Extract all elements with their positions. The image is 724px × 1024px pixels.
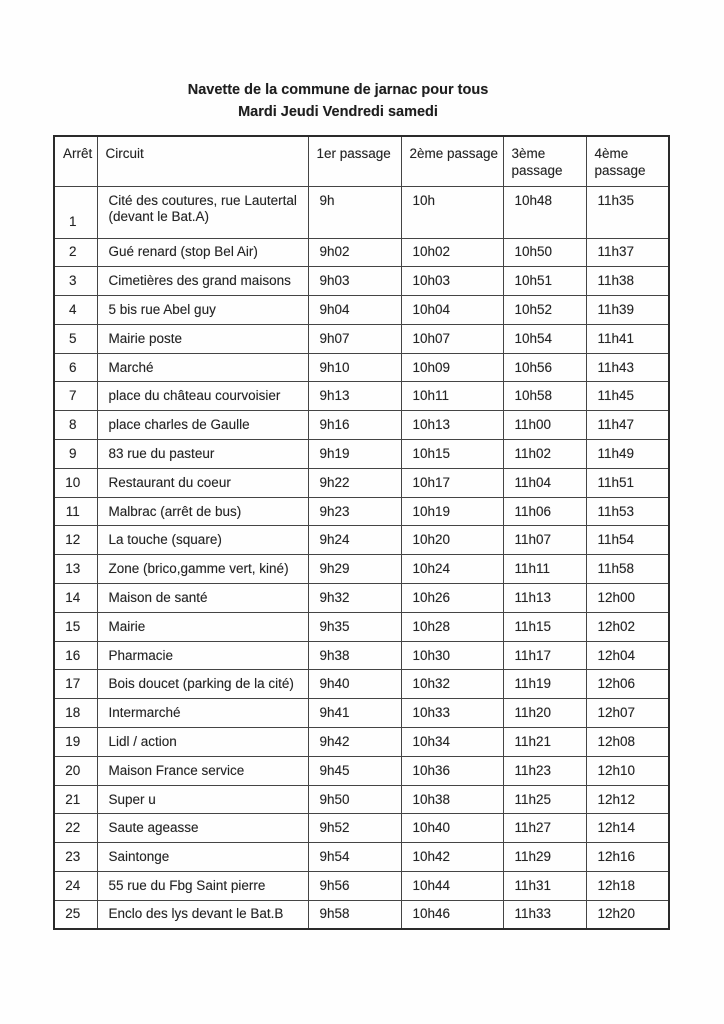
cell-passage-4: 11h38 <box>586 267 669 296</box>
cell-passage-2: 10h20 <box>401 526 503 555</box>
cell-passage-3: 11h06 <box>503 497 586 526</box>
table-row <box>54 641 669 670</box>
cell-passage-1: 9h42 <box>308 728 401 757</box>
cell-arret: 18 <box>54 699 97 728</box>
table-row <box>54 186 669 238</box>
cell-passage-4: 11h41 <box>586 324 669 353</box>
cell-passage-4: 12h10 <box>586 756 669 785</box>
cell-passage-3: 11h20 <box>503 699 586 728</box>
cell-passage-2: 10h <box>401 186 503 238</box>
cell-passage-2: 10h46 <box>401 900 503 929</box>
cell-passage-3: 11h29 <box>503 843 586 872</box>
column-header-circuit: Circuit <box>97 136 308 186</box>
cell-passage-3: 10h52 <box>503 296 586 325</box>
cell-passage-4: 11h58 <box>586 555 669 584</box>
cell-arret: 4 <box>54 296 97 325</box>
cell-circuit: place charles de Gaulle <box>97 411 308 440</box>
cell-passage-2: 10h15 <box>401 440 503 469</box>
cell-passage-2: 10h09 <box>401 353 503 382</box>
shuttle-timetable <box>53 135 670 930</box>
cell-passage-3: 10h56 <box>503 353 586 382</box>
cell-passage-4: 12h04 <box>586 641 669 670</box>
cell-passage-4: 11h39 <box>586 296 669 325</box>
cell-passage-1: 9h19 <box>308 440 401 469</box>
table-row <box>54 382 669 411</box>
cell-passage-3: 11h21 <box>503 728 586 757</box>
cell-circuit: Malbrac (arrêt de bus) <box>97 497 308 526</box>
cell-passage-1: 9h32 <box>308 584 401 613</box>
header-row <box>54 136 669 186</box>
cell-circuit: Lidl / action <box>97 728 308 757</box>
cell-passage-2: 10h04 <box>401 296 503 325</box>
table-row <box>54 238 669 267</box>
cell-passage-2: 10h13 <box>401 411 503 440</box>
cell-passage-4: 12h00 <box>586 584 669 613</box>
cell-passage-4: 12h07 <box>586 699 669 728</box>
cell-passage-4: 12h12 <box>586 785 669 814</box>
column-header-arret: Arrêt <box>54 136 97 186</box>
cell-passage-2: 10h26 <box>401 584 503 613</box>
cell-passage-2: 10h33 <box>401 699 503 728</box>
cell-passage-3: 11h33 <box>503 900 586 929</box>
cell-passage-1: 9h07 <box>308 324 401 353</box>
cell-passage-2: 10h40 <box>401 814 503 843</box>
cell-passage-1: 9h45 <box>308 756 401 785</box>
cell-passage-3: 11h07 <box>503 526 586 555</box>
cell-circuit: Marché <box>97 353 308 382</box>
cell-arret: 12 <box>54 526 97 555</box>
cell-passage-4: 12h02 <box>586 612 669 641</box>
cell-circuit: Zone (brico,gamme vert, kiné) <box>97 555 308 584</box>
cell-passage-4: 12h18 <box>586 872 669 901</box>
cell-passage-2: 10h24 <box>401 555 503 584</box>
cell-passage-4: 11h53 <box>586 497 669 526</box>
cell-passage-1: 9h54 <box>308 843 401 872</box>
cell-passage-2: 10h42 <box>401 843 503 872</box>
cell-passage-4: 11h43 <box>586 353 669 382</box>
column-header-passage-1: 1er passage <box>308 136 401 186</box>
cell-passage-2: 10h44 <box>401 872 503 901</box>
cell-passage-2: 10h07 <box>401 324 503 353</box>
cell-passage-2: 10h19 <box>401 497 503 526</box>
cell-arret: 16 <box>54 641 97 670</box>
cell-passage-1: 9h35 <box>308 612 401 641</box>
table-row <box>54 785 669 814</box>
cell-passage-3: 11h13 <box>503 584 586 613</box>
cell-passage-1: 9h <box>308 186 401 238</box>
cell-passage-1: 9h50 <box>308 785 401 814</box>
cell-passage-3: 11h15 <box>503 612 586 641</box>
cell-arret: 1 <box>54 186 97 238</box>
cell-passage-2: 10h38 <box>401 785 503 814</box>
cell-passage-2: 10h28 <box>401 612 503 641</box>
cell-passage-2: 10h30 <box>401 641 503 670</box>
cell-arret: 15 <box>54 612 97 641</box>
cell-passage-1: 9h16 <box>308 411 401 440</box>
table-row <box>54 728 669 757</box>
cell-passage-1: 9h04 <box>308 296 401 325</box>
table-row <box>54 267 669 296</box>
cell-passage-1: 9h02 <box>308 238 401 267</box>
cell-arret: 13 <box>54 555 97 584</box>
cell-circuit: Enclo des lys devant le Bat.B <box>97 900 308 929</box>
cell-arret: 20 <box>54 756 97 785</box>
cell-passage-1: 9h40 <box>308 670 401 699</box>
cell-circuit: Maison France service <box>97 756 308 785</box>
table-row <box>54 814 669 843</box>
cell-passage-4: 11h49 <box>586 440 669 469</box>
cell-passage-3: 11h25 <box>503 785 586 814</box>
cell-passage-4: 11h37 <box>586 238 669 267</box>
cell-passage-3: 11h00 <box>503 411 586 440</box>
cell-passage-3: 10h50 <box>503 238 586 267</box>
table-row <box>54 296 669 325</box>
cell-passage-3: 11h31 <box>503 872 586 901</box>
cell-arret: 3 <box>54 267 97 296</box>
cell-arret: 17 <box>54 670 97 699</box>
cell-arret: 21 <box>54 785 97 814</box>
cell-arret: 25 <box>54 900 97 929</box>
cell-circuit: Mairie <box>97 612 308 641</box>
table-row <box>54 411 669 440</box>
cell-passage-2: 10h02 <box>401 238 503 267</box>
table-row <box>54 756 669 785</box>
table-row <box>54 468 669 497</box>
cell-passage-4: 12h14 <box>586 814 669 843</box>
cell-passage-4: 12h06 <box>586 670 669 699</box>
cell-circuit: La touche (square) <box>97 526 308 555</box>
cell-passage-4: 12h16 <box>586 843 669 872</box>
table-row <box>54 440 669 469</box>
cell-circuit: 5 bis rue Abel guy <box>97 296 308 325</box>
cell-circuit: Saintonge <box>97 843 308 872</box>
cell-passage-1: 9h13 <box>308 382 401 411</box>
cell-passage-2: 10h03 <box>401 267 503 296</box>
cell-arret: 14 <box>54 584 97 613</box>
cell-passage-4: 11h45 <box>586 382 669 411</box>
cell-circuit: Gué renard (stop Bel Air) <box>97 238 308 267</box>
cell-passage-3: 10h58 <box>503 382 586 411</box>
cell-passage-2: 10h32 <box>401 670 503 699</box>
cell-passage-3: 11h02 <box>503 440 586 469</box>
cell-passage-1: 9h10 <box>308 353 401 382</box>
table-header <box>54 136 669 186</box>
cell-passage-4: 12h20 <box>586 900 669 929</box>
cell-passage-4: 11h47 <box>586 411 669 440</box>
document-title-block <box>0 79 676 123</box>
cell-passage-2: 10h36 <box>401 756 503 785</box>
cell-passage-1: 9h03 <box>308 267 401 296</box>
cell-passage-3: 11h04 <box>503 468 586 497</box>
cell-passage-3: 10h48 <box>503 186 586 238</box>
cell-passage-4: 11h51 <box>586 468 669 497</box>
cell-passage-3: 11h23 <box>503 756 586 785</box>
table-row <box>54 526 669 555</box>
table-row <box>54 497 669 526</box>
cell-circuit: Mairie poste <box>97 324 308 353</box>
cell-circuit: Intermarché <box>97 699 308 728</box>
cell-circuit: 83 rue du pasteur <box>97 440 308 469</box>
column-header-passage-4: 4ème passage <box>586 136 669 186</box>
table-row <box>54 843 669 872</box>
table-body <box>54 186 669 929</box>
cell-circuit: Restaurant du coeur <box>97 468 308 497</box>
cell-circuit: Cité des coutures, rue Lautertal (devant le Bat.A) <box>97 186 308 238</box>
cell-arret: 10 <box>54 468 97 497</box>
cell-arret: 7 <box>54 382 97 411</box>
cell-arret: 6 <box>54 353 97 382</box>
cell-circuit: Pharmacie <box>97 641 308 670</box>
cell-circuit: Cimetières des grand maisons <box>97 267 308 296</box>
cell-passage-3: 11h11 <box>503 555 586 584</box>
cell-arret: 23 <box>54 843 97 872</box>
cell-arret: 11 <box>54 497 97 526</box>
cell-passage-3: 10h51 <box>503 267 586 296</box>
cell-arret: 24 <box>54 872 97 901</box>
cell-passage-2: 10h11 <box>401 382 503 411</box>
table-row <box>54 872 669 901</box>
cell-passage-3: 10h54 <box>503 324 586 353</box>
table-row <box>54 900 669 929</box>
cell-passage-1: 9h52 <box>308 814 401 843</box>
table-row <box>54 670 669 699</box>
cell-circuit: Bois doucet (parking de la cité) <box>97 670 308 699</box>
table-row <box>54 699 669 728</box>
cell-arret: 9 <box>54 440 97 469</box>
cell-arret: 2 <box>54 238 97 267</box>
cell-passage-1: 9h41 <box>308 699 401 728</box>
cell-passage-2: 10h34 <box>401 728 503 757</box>
table-row <box>54 612 669 641</box>
cell-passage-2: 10h17 <box>401 468 503 497</box>
table-row <box>54 555 669 584</box>
document-title: Navette de la commune de jarnac pour tous <box>187 82 489 98</box>
cell-passage-4: 11h54 <box>586 526 669 555</box>
cell-passage-1: 9h38 <box>308 641 401 670</box>
cell-passage-4: 12h08 <box>586 728 669 757</box>
cell-passage-1: 9h56 <box>308 872 401 901</box>
table-row <box>54 324 669 353</box>
cell-circuit: place du château courvoisier <box>97 382 308 411</box>
cell-circuit: Maison de santé <box>97 584 308 613</box>
cell-arret: 19 <box>54 728 97 757</box>
cell-circuit: 55 rue du Fbg Saint pierre <box>97 872 308 901</box>
document-subtitle: Mardi Jeudi Vendredi samedi <box>238 104 438 120</box>
cell-passage-3: 11h27 <box>503 814 586 843</box>
column-header-passage-3: 3ème passage <box>503 136 586 186</box>
cell-passage-1: 9h22 <box>308 468 401 497</box>
column-header-passage-2: 2ème passage <box>401 136 503 186</box>
cell-passage-4: 11h35 <box>586 186 669 238</box>
table-row <box>54 584 669 613</box>
cell-passage-3: 11h19 <box>503 670 586 699</box>
table-row <box>54 353 669 382</box>
cell-passage-1: 9h29 <box>308 555 401 584</box>
cell-arret: 8 <box>54 411 97 440</box>
cell-circuit: Super u <box>97 785 308 814</box>
cell-arret: 5 <box>54 324 97 353</box>
cell-circuit: Saute ageasse <box>97 814 308 843</box>
cell-passage-1: 9h24 <box>308 526 401 555</box>
cell-passage-1: 9h58 <box>308 900 401 929</box>
cell-passage-1: 9h23 <box>308 497 401 526</box>
cell-arret: 22 <box>54 814 97 843</box>
cell-passage-3: 11h17 <box>503 641 586 670</box>
